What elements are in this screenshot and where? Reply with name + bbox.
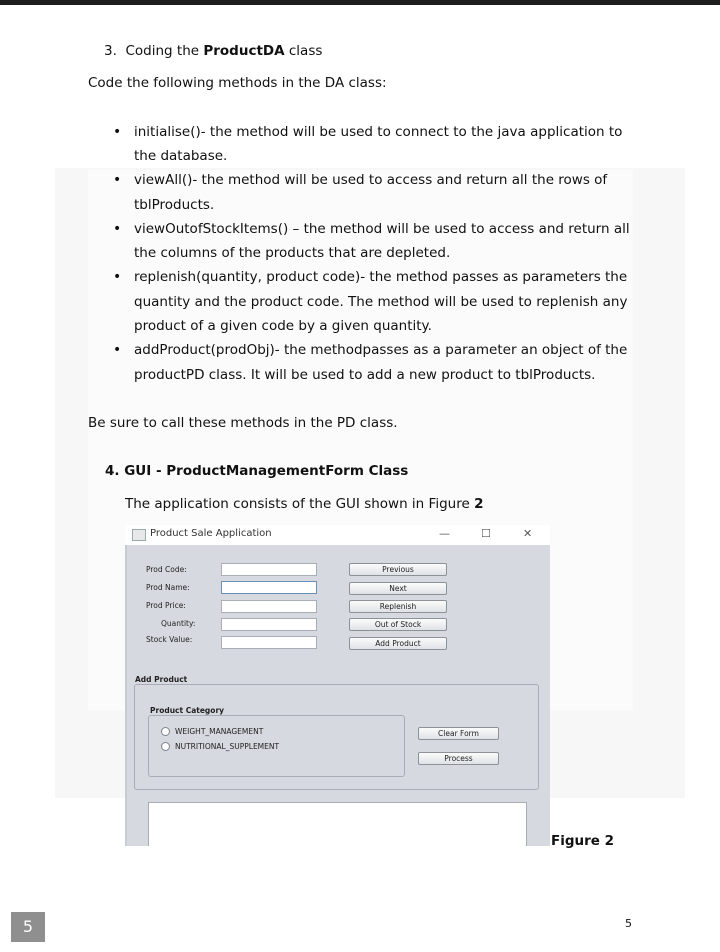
close-icon[interactable]: ✕ (523, 527, 533, 540)
bullet-3-line-1: viewOutofStockItems() – the method will be used to access and return all (134, 221, 630, 237)
weight-management-radio[interactable] (161, 727, 170, 736)
previous-button[interactable]: Previous (349, 563, 447, 576)
bullet-4-line-2: quantity and the product code. The method will be used to replenish any (134, 294, 628, 310)
quantity-label: Quantity: (161, 619, 196, 628)
bullet-dot: • (113, 124, 122, 140)
prod-price-field[interactable] (221, 600, 317, 613)
section-4-heading: 4. GUI - ProductManagementForm Class (105, 463, 409, 479)
nutritional-supplement-radio[interactable] (161, 742, 170, 751)
replenish-button[interactable]: Replenish (349, 600, 447, 613)
output-textarea[interactable] (148, 802, 527, 846)
bullet-1-line-2: the database. (134, 148, 228, 164)
bullet-3-line-2: the columns of the products that are depleted. (134, 245, 451, 261)
bullet-dot: • (113, 172, 122, 188)
page-number: 5 (625, 917, 632, 930)
bullet-dot: • (113, 269, 122, 285)
clear-form-button[interactable]: Clear Form (418, 727, 499, 740)
gui-screenshot (125, 525, 550, 846)
prod-price-label: Prod Price: (146, 601, 186, 610)
stock-value-field[interactable] (221, 636, 317, 649)
prod-name-label: Prod Name: (146, 583, 190, 592)
process-button[interactable]: Process (418, 752, 499, 765)
intro-text: Code the following methods in the DA class: (88, 75, 387, 91)
weight-management-label: WEIGHT_MANAGEMENT (175, 727, 264, 736)
page-indicator-box: 5 (11, 912, 45, 942)
add-product-label: Add Product (135, 675, 188, 684)
prod-code-field[interactable] (221, 563, 317, 576)
section-3-heading: 3. Coding the ProductDA class (104, 43, 323, 59)
stock-value-label: Stock Value: (146, 635, 193, 644)
bullet-dot: • (113, 221, 122, 237)
reminder-text: Be sure to call these methods in the PD class. (88, 415, 398, 431)
product-category-label: Product Category (150, 706, 225, 715)
prod-name-field[interactable] (221, 581, 317, 594)
window-title: Product Sale Application (150, 528, 272, 539)
bullet-dot: • (113, 342, 122, 358)
nutritional-supplement-label: NUTRITIONAL_SUPPLEMENT (175, 742, 280, 751)
quantity-field[interactable] (221, 618, 317, 631)
out-of-stock-button[interactable]: Out of Stock (349, 618, 447, 631)
next-button[interactable]: Next (349, 582, 447, 595)
section-4-description: The application consists of the GUI shown in Figure 2 (125, 496, 484, 512)
minimize-icon[interactable]: — (439, 527, 450, 540)
window-edge (125, 525, 127, 846)
bullet-1-line-1: initialise()- the method will be used to connect to the java application to (134, 124, 623, 140)
bullet-5-line-1: addProduct(prodObj)- the methodpasses as a parameter an object of the (134, 342, 628, 358)
bullet-4-line-1: replenish(quantity, product code)- the method passes as parameters the (134, 269, 628, 285)
maximize-icon[interactable]: ☐ (481, 527, 491, 540)
bullet-5-line-2: productPD class. It will be used to add a new product to tblProducts. (134, 367, 596, 383)
java-app-icon (132, 529, 146, 541)
figure-caption: Figure 2 (551, 833, 615, 849)
prod-code-label: Prod Code: (146, 565, 187, 574)
bullet-2-line-1: viewAll()- the method will be used to access and return all the rows of (134, 172, 608, 188)
bullet-4-line-3: product of a given code by a given quantity. (134, 318, 432, 334)
window-titlebar (125, 525, 550, 545)
add-product-button[interactable]: Add Product (349, 637, 447, 650)
top-border (0, 0, 720, 5)
bullet-2-line-2: tblProducts. (134, 197, 215, 213)
